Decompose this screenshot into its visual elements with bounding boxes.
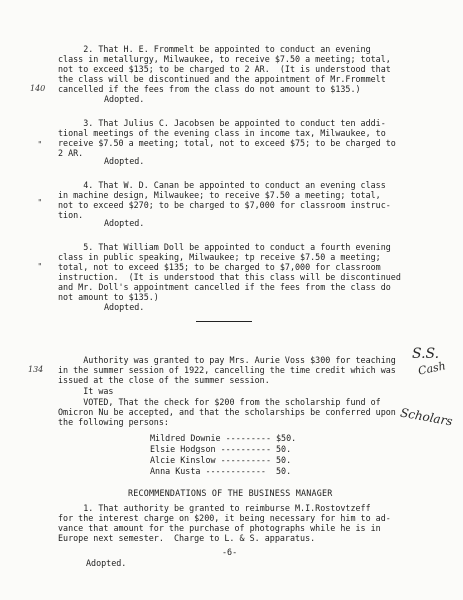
adopted-label: Adopted. (86, 558, 127, 568)
paragraph-5: 5. That William Doll be appointed to conduct a fourth evening class in public speaking, Milwaukee; tp receive $7.50 a meeting; total, not to exceed $135; to be charged to $7,000 for classroom instruction. (It is understood that this class will be discontinued and Mr. Doll's appointment cancelled if the fees from the class do not amount to $135.) (58, 242, 401, 302)
scholarship-name: Alcie Kinslow ---------- (150, 455, 272, 465)
scholarship-amount: $50. (276, 433, 297, 443)
page-number: -6- (222, 547, 238, 557)
section-divider (196, 321, 252, 322)
authority-paragraph: Authority was granted to pay Mrs. Aurie Voss $300 for teaching in the summer session of 1922, cancelling the time credit which was issued at the close of the summer session. (58, 355, 396, 385)
adopted-label: Adopted. (104, 302, 145, 312)
paragraph-3: 3. That Julius C. Jacobsen be appointed to conduct ten addi- tional meetings of the evening class in income tax, Milwaukee, to receive $7.50 a meeting; total, not to exceed $75; to be charged to 2 AR. (58, 118, 396, 158)
margin-note-140: 140 (30, 84, 46, 93)
margin-note-134: 134 (28, 365, 44, 374)
scholarship-name: Anna Kusta ------------ (150, 466, 266, 476)
handwritten-ss: S.S. (412, 346, 440, 362)
adopted-label: Adopted. (104, 218, 145, 228)
margin-note-ditto: " (38, 262, 42, 271)
scholarship-amount: 50. (276, 466, 292, 476)
voted-paragraph: VOTED, That the check for $200 from the scholarship fund of Omicron Nu be accepted, and that the scholarships be conferred upon the following persons: (58, 397, 396, 427)
handwritten-cash: Cash (416, 359, 447, 378)
margin-note-ditto: " (38, 140, 42, 149)
scholarship-name: Mildred Downie --------- (150, 433, 272, 443)
scholarship-name: Elsie Hodgson ---------- (150, 444, 272, 454)
handwritten-scholars: Scholars (399, 405, 454, 429)
scholarship-amount: 50. (276, 444, 292, 454)
section-heading: RECOMMENDATIONS OF THE BUSINESS MANAGER (128, 488, 333, 498)
paragraph-4: 4. That W. D. Canan be appointed to conduct an evening class in machine design, Milwaukee; to receive $7.50 a meeting; total, not to exceed $270; to be charged to $7,000 for classroom instruc- tion. (58, 180, 391, 220)
adopted-label: Adopted. (104, 156, 145, 166)
paragraph-2: 2. That H. E. Frommelt be appointed to conduct an evening class in metallurgy, Milwaukee, to receive $7.50 a meeting; total, not to exceed $135; to be charged to 2 AR. (It is understood that the class will be discontinued and the appointment of Mr.Frommelt cancelled if the fees from the class do not amount to $135.) (58, 44, 391, 94)
business-paragraph-1: 1. That authority be granted to reimburse M.I.Rostovtzeff for the interest charge on $200, it being necessary for him to ad- vance that amount for the purchase of photographs while he is in Europe next semester. Charge to L. & S. apparatus. (58, 503, 391, 543)
scholarship-amount: 50. (276, 455, 292, 465)
it-was-line: It was (58, 386, 114, 396)
margin-note-ditto: " (38, 198, 42, 207)
adopted-label: Adopted. (104, 94, 145, 104)
